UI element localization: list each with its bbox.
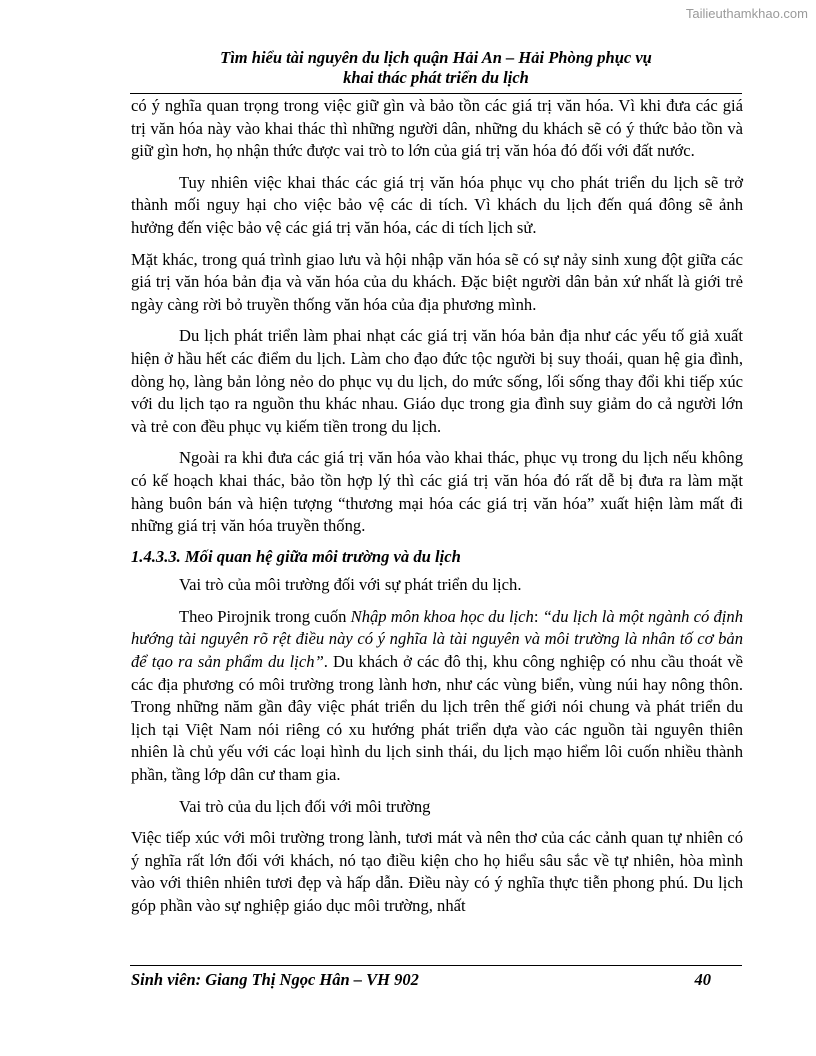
paragraph-1: có ý nghĩa quan trọng trong việc giữ gìn và bảo tồn các giá trị văn hóa. Vì khi đưa các giá trị văn hóa này vào khai thác thì những người dân, những du khách sẽ có ý thức bảo tồn và giữ gìn hơn, họ nhận thức được vai trò to lớn của giá trị văn hóa đó đối với đất nước. (131, 96, 743, 161)
book-title: Nhập môn khoa học du lịch (350, 606, 534, 626)
header-divider (130, 93, 742, 94)
p7-intro: Theo Pirojnik trong cuốn (179, 606, 351, 626)
header-title-line1: Tìm hiểu tài nguyên du lịch quận Hải An – Hải Phòng phục vụ (220, 48, 652, 67)
paragraph-6: Vai trò của môi trường đối với sự phát triển du lịch. (179, 575, 522, 595)
quotation: “du lịch là một ngành có định hướng tài nguyên rõ rệt điều này có ý nghĩa là tài nguyên và môi trường là nhân tố cơ bản để tạo ra sản phẩm du lịch” (131, 606, 743, 672)
paragraph-9: Việc tiếp xúc với môi trường trong lành, tươi mát và nên thơ của các cảnh quan tự nhiên có ý nghĩa rất lớn đối với khách, nó tạo điều kiện cho họ hiểu sâu sắc về tự nhiên, hòa mình vào với thiên nhiên tươi đẹp và hấp dẫn. Điều này có ý nghĩa thực tiễn phong phú. Du lịch góp phần vào sự nghiệp giáo dục môi trường, nhất (131, 828, 743, 915)
paragraph-7 (131, 606, 743, 787)
page-number: 40 (694, 970, 711, 989)
page-header (130, 48, 742, 88)
paragraph-8: Vai trò của du lịch đối với môi trường (179, 796, 431, 816)
page-footer (131, 970, 711, 990)
paragraph-5: Ngoài ra khi đưa các giá trị văn hóa vào khai thác, phục vụ trong du lịch nếu không có kế hoạch khai thác, bảo tồn hợp lý thì các giá trị văn hóa đó rất dễ bị đưa ra làm mặt hàng buôn bán và hiện tượng “thương mại hóa các giá trị văn hóa” xuất hiện làm mất đi những giá trị văn hóa truyền thống. (131, 448, 743, 536)
paragraph-4: Du lịch phát triển làm phai nhạt các giá trị văn hóa bản địa như các yếu tố giả xuất hiện ở hầu hết các điểm du lịch. Làm cho đạo đức tộc người bị suy thoái, quan hệ gia đình, dòng họ, làng bản lỏng nẻo do phục vụ du lịch, do mức sống, lối sống thay đổi khi tiếp xúc với du lịch tạo ra nguồn thu khác nhau. Giáo dục trong gia đình suy giảm do cả người lớn và trẻ con đều phục vụ kiếm tiền trong du lịch. (131, 326, 743, 436)
footer-divider (130, 965, 742, 966)
paragraph-3: Mặt khác, trong quá trình giao lưu và hội nhập văn hóa sẽ có sự nảy sinh xung đột giữa các giá trị văn hóa bản địa và văn hóa của du khách. Đặc biệt người dân bản xứ nhất là giới trẻ ngày càng rời bỏ truyền thống văn hóa của địa phương mình. (131, 249, 743, 314)
p7-rest: . Du khách ở các đô thị, khu công nghiệp có nhu cầu thoát về các địa phương có môi trường trong lành hơn, như các vùng biển, vùng núi hay nông thôn. Trong những năm gần đây việc phát triển du lịch trên thế giới nói chung và phát triển du lịch tại Việt Nam nói riêng có xu hướng phát triển dựa vào các nguồn tài nguyên thiên nhiên là chủ yếu với các loại hình du lịch sinh thái, du lịch mạo hiểm lôi cuốn nhiều thành phần, tầng lớp dân cư tham gia. (131, 652, 743, 785)
section-heading: 1.4.3.3. Mối quan hệ giữa môi trường và du lịch (131, 546, 461, 566)
document-body (131, 95, 743, 918)
watermark: Tailieuthamkhao.com (685, 6, 808, 21)
paragraph-2: Tuy nhiên việc khai thác các giá trị văn hóa phục vụ cho phát triển du lịch sẽ trở thành mối nguy hại cho việc bảo vệ các di tích. Vì khách du lịch đến quá đông sẽ ảnh hưởng đến việc bảo vệ các giá trị văn hóa, các di tích lịch sử. (131, 172, 743, 237)
header-title-line2: khai thác phát triển du lịch (343, 68, 529, 87)
p7-colon: : (533, 606, 543, 626)
footer-student: Sinh viên: Giang Thị Ngọc Hân – VH 902 (131, 970, 419, 989)
